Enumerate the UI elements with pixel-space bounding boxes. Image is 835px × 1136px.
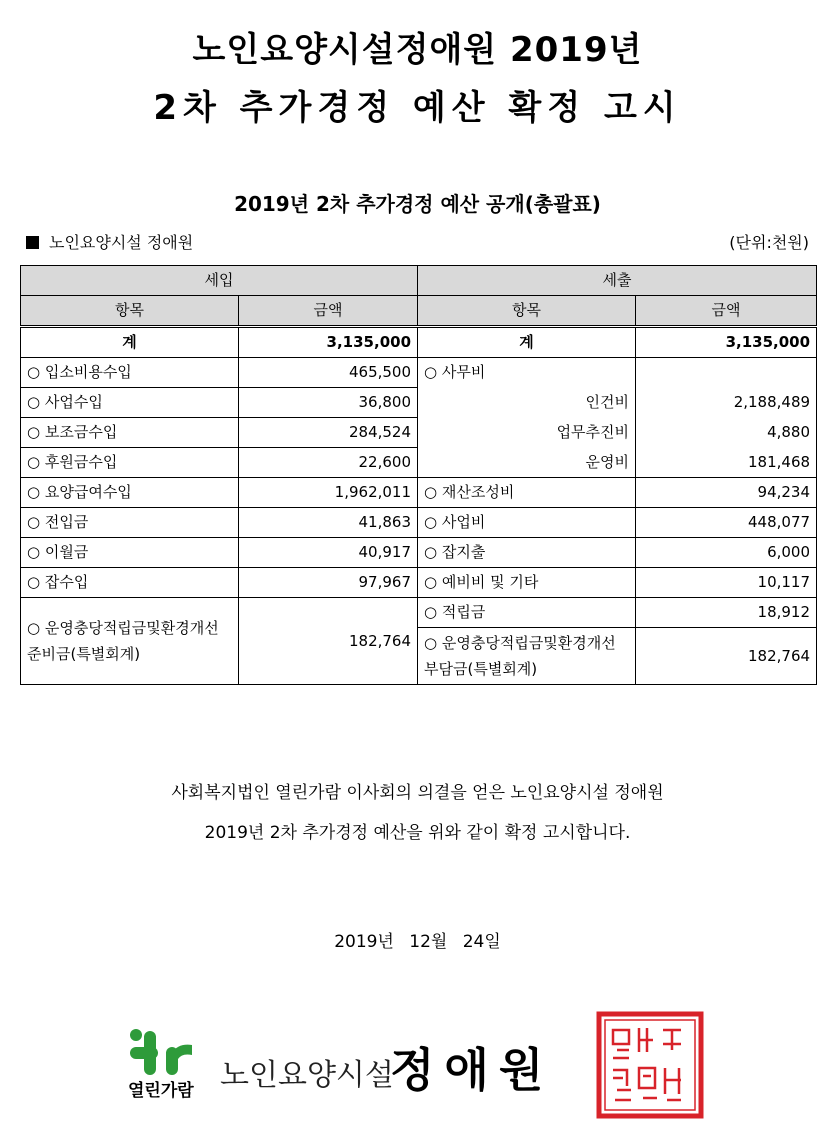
unit-label: (단위:천원) — [729, 233, 809, 252]
notice-date: 2019년 12월 24일 — [334, 932, 501, 952]
expense-amount: 94,234 — [636, 478, 817, 508]
expense-subitem: 운영비 — [418, 448, 636, 478]
revenue-item: ○ 운영충당적립금및환경개선준비금(특별회계) — [21, 598, 239, 685]
expense-amount: 4,880 — [636, 418, 817, 448]
revenue-item: ○ 전입금 — [21, 508, 239, 538]
revenue-item: ○ 요양급여수입 — [21, 478, 239, 508]
revenue-amount: 97,967 — [239, 568, 418, 598]
facility-name: 정애원 — [390, 1043, 554, 1097]
expense-amount: 182,764 — [636, 628, 817, 685]
revenue-item: ○ 이월금 — [21, 538, 239, 568]
revenue-amount: 41,863 — [239, 508, 418, 538]
expense-subitem: 업무추진비 — [418, 418, 636, 448]
expense-amount — [636, 358, 817, 388]
facility-type: 노인요양시설 — [220, 1058, 394, 1093]
revenue-item: ○ 후원금수입 — [21, 448, 239, 478]
declaration-line1: 사회복지법인 열린가람 이사회의 의결을 얻은 노인요양시설 정애원 — [171, 783, 664, 803]
org-label-text: 노인요양시설 정애원 — [49, 233, 194, 252]
expense-item-header: 항목 — [418, 296, 636, 327]
square-bullet-icon — [26, 236, 39, 249]
expense-amount: 10,117 — [636, 568, 817, 598]
revenue-header: 세입 — [21, 266, 418, 296]
revenue-amount: 22,600 — [239, 448, 418, 478]
expense-subitem: 인건비 — [418, 388, 636, 418]
budget-table — [20, 265, 817, 685]
revenue-amount: 40,917 — [239, 538, 418, 568]
expense-item: ○ 적립금 — [418, 598, 636, 628]
declaration-line2: 2019년 2차 추가경정 예산을 위와 같이 확정 고시합니다. — [204, 823, 631, 843]
revenue-amount: 284,524 — [239, 418, 418, 448]
revenue-item: ○ 사업수입 — [21, 388, 239, 418]
org-label — [26, 230, 193, 253]
revenue-item: ○ 보조금수입 — [21, 418, 239, 448]
expense-item: ○ 사업비 — [418, 508, 636, 538]
expense-amount-header: 금액 — [636, 296, 817, 327]
expense-item: ○ 운영충당적립금및환경개선부담금(특별회계) — [418, 628, 636, 685]
expense-item: ○ 잡지출 — [418, 538, 636, 568]
logo-text: 열린가람 — [128, 1081, 194, 1101]
revenue-item: ○ 잡수입 — [21, 568, 239, 598]
revenue-amount: 182,764 — [239, 598, 418, 685]
revenue-amount: 465,500 — [239, 358, 418, 388]
total-revenue: 3,135,000 — [239, 327, 418, 358]
expense-amount: 18,912 — [636, 598, 817, 628]
total-label: 계 — [418, 327, 636, 358]
official-seal-icon — [595, 1010, 705, 1120]
expense-item: ○ 사무비 — [418, 358, 636, 388]
document-title-line2: 2차 추가경정 예산 확정 고시 — [153, 88, 682, 128]
revenue-amount: 1,962,011 — [239, 478, 418, 508]
revenue-item-header: 항목 — [21, 296, 239, 327]
total-expense: 3,135,000 — [636, 327, 817, 358]
revenue-amount-header: 금액 — [239, 296, 418, 327]
expense-amount: 2,188,489 — [636, 388, 817, 418]
expense-header: 세출 — [418, 266, 817, 296]
document-title-line1: 노인요양시설정애원 2019년 — [192, 30, 643, 70]
total-label: 계 — [21, 327, 239, 358]
revenue-amount: 36,800 — [239, 388, 418, 418]
expense-amount: 448,077 — [636, 508, 817, 538]
revenue-item: ○ 입소비용수입 — [21, 358, 239, 388]
expense-item: ○ 재산조성비 — [418, 478, 636, 508]
table-subtitle: 2019년 2차 추가경정 예산 공개(총괄표) — [234, 192, 601, 216]
expense-amount: 6,000 — [636, 538, 817, 568]
expense-amount: 181,468 — [636, 448, 817, 478]
expense-item: ○ 예비비 및 기타 — [418, 568, 636, 598]
